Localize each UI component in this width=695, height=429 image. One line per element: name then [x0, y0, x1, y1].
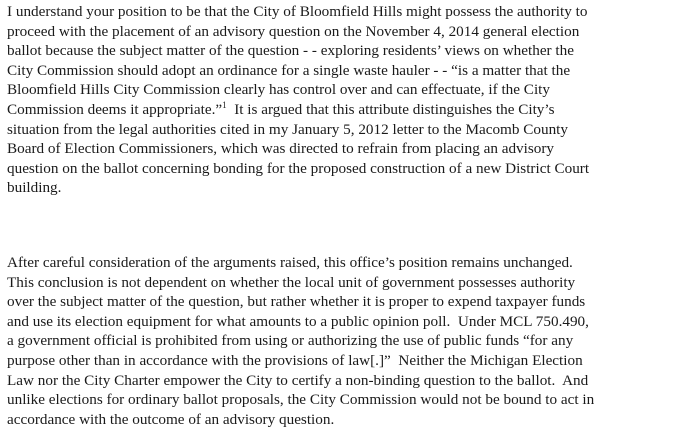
text-line: building.: [7, 179, 62, 197]
text-line: over the subject matter of the question, but rather whether it is proper to expend taxpayer funds: [7, 293, 586, 311]
text-line: situation from the legal authorities cited in my January 5, 2012 letter to the Macomb County: [7, 120, 568, 138]
text-line: I understand your position to be that the City of Bloomfield Hills might possess the authority to: [7, 3, 588, 20]
text-line: Law nor the City Charter empower the City to certify a non-binding question to the ballot. And: [7, 371, 589, 389]
text-segment: It is argued that this attribute distinguishes the City’s: [226, 100, 555, 118]
text-line: and use its election equipment for what amounts to a public opinion poll. Under MCL 750.490,: [7, 312, 589, 330]
text-line: After careful consideration of the arguments raised, this office’s position remains unchanged.: [7, 254, 573, 271]
text-line: Bloomfield Hills City Commission clearly has control over and can effectuate, if the City: [7, 81, 550, 99]
text-segment: Commission deems it appropriate.”: [7, 100, 223, 118]
text-line: proceed with the placement of an advisory question on the November 4, 2014 general election: [7, 22, 580, 40]
paragraph-position-statement: [7, 2, 589, 198]
text-line: a government official is prohibited from using or authorizing the use of public funds “for any: [7, 332, 574, 350]
paragraph-conclusion: [7, 253, 594, 429]
text-line: City Commission should adopt an ordinance for a single waste hauler - - “is a matter that the: [7, 61, 571, 79]
text-line: unlike elections for ordinary ballot proposals, the City Commission would not be bound to act in: [7, 391, 595, 409]
text-line: Board of Election Commissioners, which was directed to refrain from placing an advisory: [7, 140, 555, 158]
text-line: purpose other than in accordance with the provisions of law[.]” Neither the Michigan Election: [7, 351, 583, 369]
text-line: ballot because the subject matter of the question - - exploring residents’ views on whether the: [7, 42, 574, 60]
text-line: This conclusion is not dependent on whether the local unit of government possesses authority: [7, 273, 576, 291]
text-line: question on the ballot concerning bonding for the proposed construction of a new District Court: [7, 159, 590, 177]
text-line: accordance with the outcome of an advisory question.: [7, 410, 335, 428]
text-line-with-footnote: [7, 100, 589, 120]
footnote-marker: 1: [222, 99, 227, 110]
